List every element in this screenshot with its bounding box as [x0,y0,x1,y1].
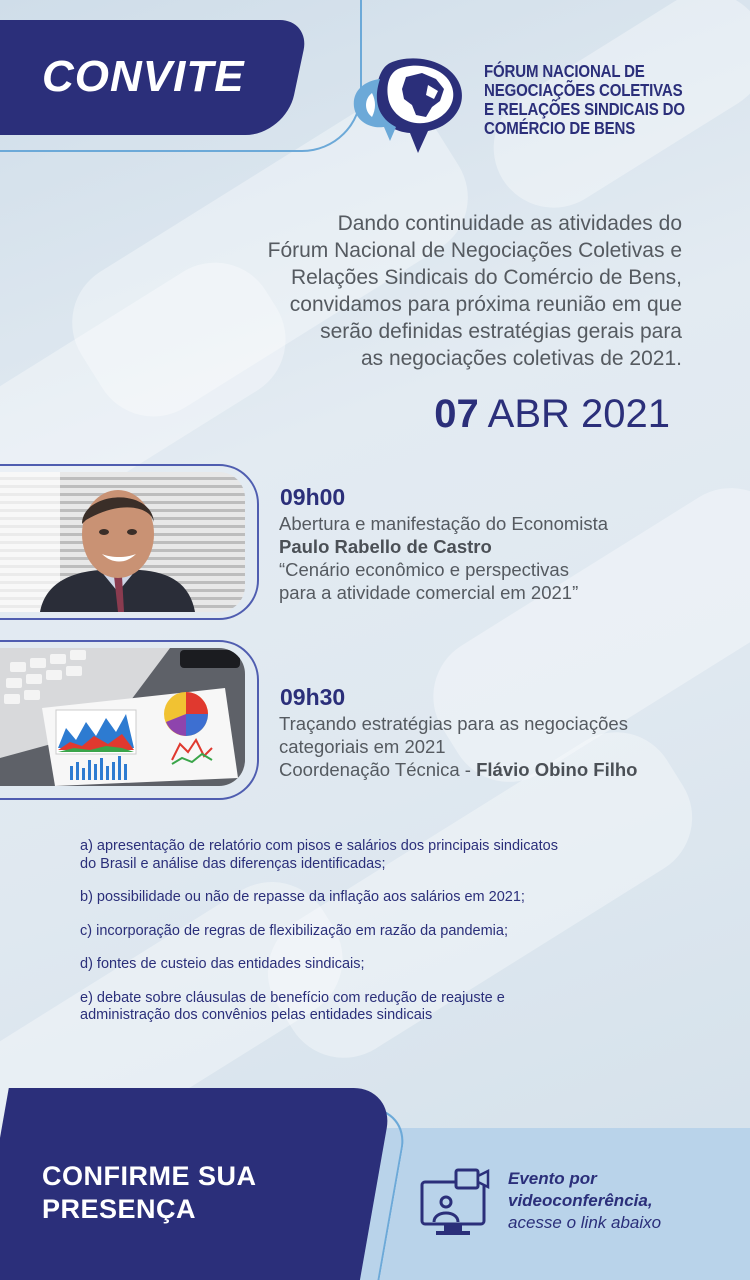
agenda-item [80,956,680,974]
agenda-line: administração dos convênios pelas entidades sindicais [80,1007,433,1023]
charts-photo [0,648,245,786]
logo-line: COMÉRCIO DE BENS [484,118,636,138]
agenda-item [80,889,680,907]
session-line: para a atividade comercial em 2021” [279,582,579,603]
date-month-year: ABR 2021 [487,392,670,436]
agenda-line: a) apresentação de relatório com pisos e salários dos principais sindicatos [80,838,558,854]
session-time: 09h30 [280,684,346,710]
speaker-photo [0,472,245,612]
agenda-line: d) fontes de custeio das entidades sindicais; [80,956,365,972]
speaker-name: Paulo Rabello de Castro [279,536,492,557]
session-line: Traçando estratégias para as negociações [279,713,628,734]
event-info [508,1168,661,1234]
videoconference-icon [418,1168,490,1238]
agenda-item [80,923,680,941]
session-time: 09h00 [280,484,346,510]
logo-line: NEGOCIAÇÕES COLETIVAS [484,80,683,100]
agenda-line: do Brasil e análise das diferenças identificadas; [80,855,386,872]
confirm-presence-button[interactable] [42,1160,257,1226]
intro-line: Dando continuidade as atividades do [337,212,682,235]
agenda-item [80,990,680,1025]
intro-line: Relações Sindicais do Comércio de Bens, [290,266,682,289]
event-link-hint: acesse o link abaixo [508,1213,662,1232]
date-day: 07 [434,392,479,436]
event-line: videoconferência, [508,1191,653,1210]
agenda-list [80,838,680,1041]
agenda-item [80,838,680,873]
session-line: “Cenário econômico e perspectivas [279,559,569,580]
agenda-line: c) incorporação de regras de flexibilização em razão da pandemia; [80,922,508,939]
agenda-line: e) debate sobre cláusulas de benefício com redução de reajuste e [80,989,505,1006]
confirm-line: CONFIRME SUA [42,1161,257,1191]
intro-paragraph [142,210,682,372]
session-line: categoriais em 2021 [279,736,446,757]
session-description [279,512,608,604]
speaker-name: Flávio Obino Filho [476,759,638,780]
forum-logo-icon [350,55,470,155]
session-line: Coordenação Técnica - [279,759,477,780]
session-description [279,712,637,781]
confirm-line: PRESENÇA [42,1194,197,1224]
intro-line: Fórum Nacional de Negociações Coletivas e [267,239,682,262]
intro-line: serão definidas estratégias gerais para [320,320,682,343]
session-line: Abertura e manifestação do Economista [279,513,609,534]
event-date [434,392,670,437]
invite-title: CONVITE [42,52,245,101]
intro-line: as negociações coletivas de 2021. [360,347,682,370]
forum-logo-text [484,62,734,138]
intro-line: convidamos para próxima reunião em que [289,293,682,316]
event-line: Evento por [508,1169,597,1188]
agenda-line: b) possibilidade ou não de repasse da inflação aos salários em 2021; [80,889,525,905]
logo-line: FÓRUM NACIONAL DE [484,61,645,81]
logo-line: E RELAÇÕES SINDICAIS DO [484,99,685,119]
